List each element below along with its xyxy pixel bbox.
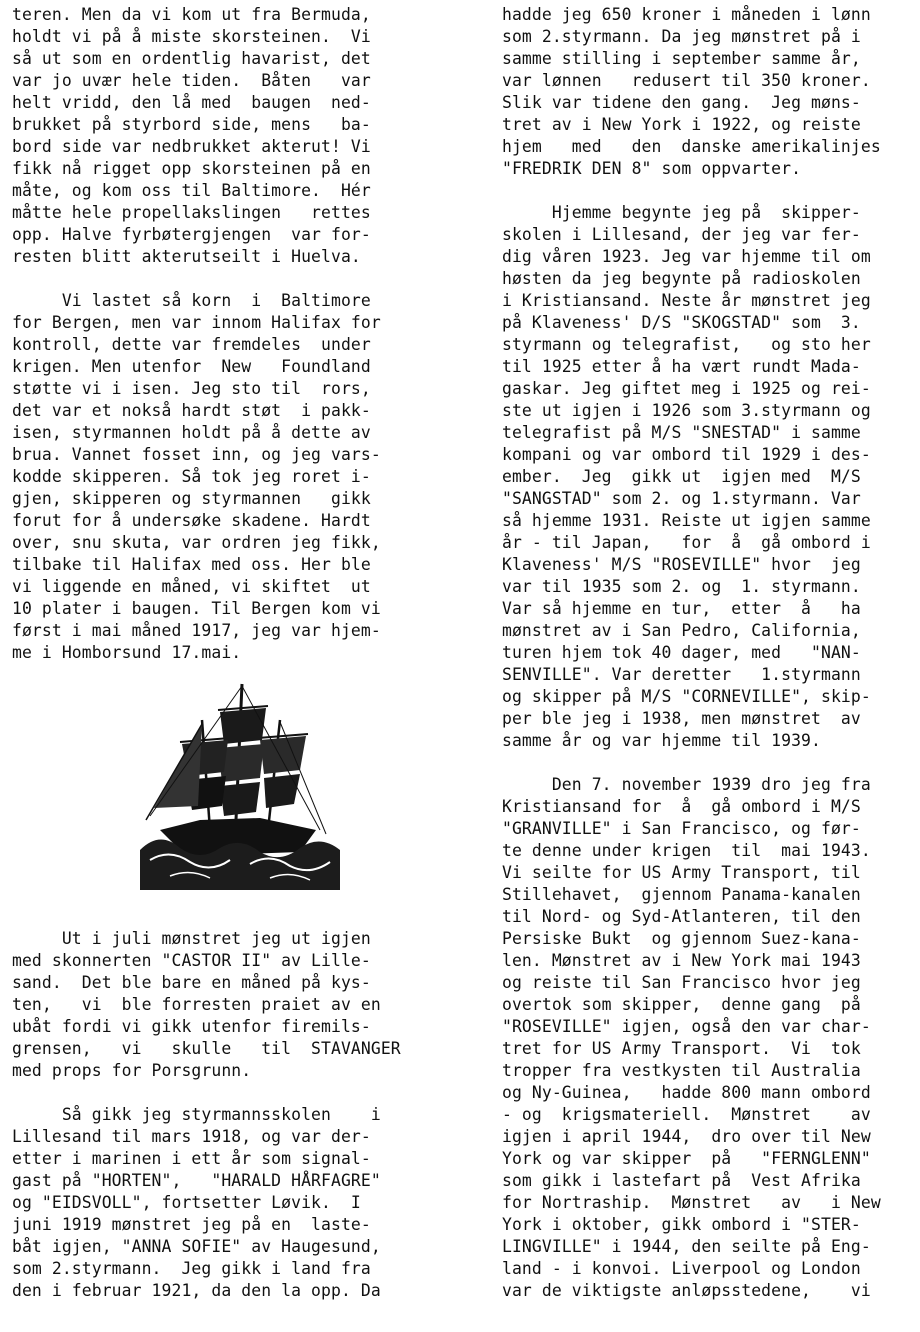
text-line: - og krigsmateriell. Mønstret av bbox=[502, 1105, 871, 1124]
text-line: det var et nokså hardt støt i pakk- bbox=[12, 401, 371, 420]
text-line: som 2.styrmann. Da jeg mønstret på i bbox=[502, 27, 861, 46]
text-line: tropper fra vestkysten til Australia bbox=[502, 1061, 861, 1080]
text-line: den i februar 1921, da den la opp. Da bbox=[12, 1281, 381, 1300]
text-line: og "EIDSVOLL", fortsetter Løvik. I bbox=[12, 1193, 361, 1212]
text-line: Vi seilte for US Army Transport, til bbox=[502, 863, 861, 882]
text-line: for Nortraship. Mønstret av i New bbox=[502, 1193, 881, 1212]
text-line: samme år og var hjemme til 1939. bbox=[502, 731, 821, 750]
paragraph bbox=[502, 4, 900, 180]
text-line: år - til Japan, for å gå ombord i bbox=[502, 533, 871, 552]
text-line: igjen i april 1944, dro over til New bbox=[502, 1127, 871, 1146]
paragraph bbox=[12, 4, 412, 268]
text-line: Den 7. november 1939 dro jeg fra bbox=[502, 775, 871, 794]
text-line: gast på "HORTEN", "HARALD HÅRFAGRE" bbox=[12, 1171, 381, 1190]
text-line: len. Mønstret av i New York mai 1943 bbox=[502, 951, 861, 970]
text-line: per ble jeg i 1938, men mønstret av bbox=[502, 709, 861, 728]
text-line: Ut i juli mønstret jeg ut igjen bbox=[12, 929, 371, 948]
text-line: var de viktigste anløpsstedene, vi bbox=[502, 1281, 871, 1300]
text-line: LINGVILLE" i 1944, den seilte på Eng- bbox=[502, 1237, 871, 1256]
text-line: ten, vi ble forresten praiet av en bbox=[12, 995, 381, 1014]
text-line: fikk nå rigget opp skorsteinen på en bbox=[12, 159, 371, 178]
text-line: te denne under krigen til mai 1943. bbox=[502, 841, 871, 860]
text-line: sand. Det ble bare en måned på kys- bbox=[12, 973, 371, 992]
text-line: York i oktober, gikk ombord i "STER- bbox=[502, 1215, 861, 1234]
text-line: grensen, vi skulle til STAVANGER bbox=[12, 1039, 401, 1058]
text-line: måte, og kom oss til Baltimore. Hér bbox=[12, 181, 371, 200]
text-line: så hjemme 1931. Reiste ut igjen samme bbox=[502, 511, 871, 530]
text-line: samme stilling i september samme år, bbox=[502, 49, 861, 68]
text-line: Persiske Bukt og gjennom Suez-kana- bbox=[502, 929, 861, 948]
text-line: York og var skipper på "FERNGLENN" bbox=[502, 1149, 871, 1168]
text-line: resten blitt akterutseilt i Huelva. bbox=[12, 247, 361, 266]
text-line: forut for å undersøke skadene. Hardt bbox=[12, 511, 371, 530]
text-line: kompani og var ombord til 1929 i des- bbox=[502, 445, 871, 464]
text-line: krigen. Men utenfor New Foundland bbox=[12, 357, 371, 376]
text-line: Vi lastet så korn i Baltimore bbox=[12, 291, 371, 310]
text-line: turen hjem tok 40 dager, med "NAN- bbox=[502, 643, 861, 662]
text-line: teren. Men da vi kom ut fra Bermuda, bbox=[12, 5, 371, 24]
text-line: brua. Vannet fosset inn, og jeg vars- bbox=[12, 445, 381, 464]
text-line: brukket på styrbord side, mens ba- bbox=[12, 115, 371, 134]
text-line: holdt vi på å miste skorsteinen. Vi bbox=[12, 27, 371, 46]
text-line: overtok som skipper, denne gang på bbox=[502, 995, 861, 1014]
paragraph bbox=[12, 290, 412, 664]
text-line: for Bergen, men var innom Halifax for bbox=[12, 313, 381, 332]
text-line: kodde skipperen. Så tok jeg roret i- bbox=[12, 467, 371, 486]
text-line: og skipper på M/S "CORNEVILLE", skip- bbox=[502, 687, 871, 706]
paragraph bbox=[12, 928, 412, 1082]
text-line: til Nord- og Syd-Atlanteren, til den bbox=[502, 907, 861, 926]
text-line: båt igjen, "ANNA SOFIE" av Haugesund, bbox=[12, 1237, 381, 1256]
text-line: dig våren 1923. Jeg var hjemme til om bbox=[502, 247, 871, 266]
text-line: kontroll, dette var fremdeles under bbox=[12, 335, 371, 354]
text-line: var lønnen redusert til 350 kroner. bbox=[502, 71, 871, 90]
text-line: først i mai måned 1917, jeg var hjem- bbox=[12, 621, 381, 640]
text-line: som gikk i lastefart på Vest Afrika bbox=[502, 1171, 861, 1190]
text-line: telegrafist på M/S "SNESTAD" i samme bbox=[502, 423, 861, 442]
text-line: hadde jeg 650 kroner i måneden i lønn bbox=[502, 5, 871, 24]
text-line: til 1925 etter å ha vært rundt Mada- bbox=[502, 357, 861, 376]
text-line: så ut som en ordentlig havarist, det bbox=[12, 49, 371, 68]
text-line: juni 1919 mønstret jeg på en laste- bbox=[12, 1215, 371, 1234]
text-line: ubåt fordi vi gikk utenfor firemils- bbox=[12, 1017, 371, 1036]
text-line: helt vridd, den lå med baugen ned- bbox=[12, 93, 371, 112]
right-column bbox=[502, 4, 900, 1302]
text-line: Var så hjemme en tur, etter å ha bbox=[502, 599, 861, 618]
text-line: "FREDRIK DEN 8" som oppvarter. bbox=[502, 159, 802, 178]
text-line: støtte vi i isen. Jeg sto til rors, bbox=[12, 379, 371, 398]
paragraph bbox=[502, 202, 900, 752]
text-line: hjem med den danske amerikalinjes bbox=[502, 137, 881, 156]
text-line: "ROSEVILLE" igjen, også den var char- bbox=[502, 1017, 871, 1036]
text-line: Slik var tidene den gang. Jeg møns- bbox=[502, 93, 861, 112]
text-line: gjen, skipperen og styrmannen gikk bbox=[12, 489, 371, 508]
text-line: ember. Jeg gikk ut igjen med M/S bbox=[502, 467, 861, 486]
text-line: opp. Halve fyrbøtergjengen var for- bbox=[12, 225, 371, 244]
sailing-ship-illustration-icon bbox=[140, 680, 340, 890]
text-line: "GRANVILLE" i San Francisco, og før- bbox=[502, 819, 861, 838]
text-line: og Ny-Guinea, hadde 800 mann ombord bbox=[502, 1083, 871, 1102]
text-line: tret for US Army Transport. Vi tok bbox=[502, 1039, 861, 1058]
text-line: skolen i Lillesand, der jeg var fer- bbox=[502, 225, 861, 244]
text-line: Hjemme begynte jeg på skipper- bbox=[502, 203, 861, 222]
text-line: over, snu skuta, var ordren jeg fikk, bbox=[12, 533, 381, 552]
text-line: Kristiansand for å gå ombord i M/S bbox=[502, 797, 861, 816]
text-line: 10 plater i baugen. Til Bergen kom vi bbox=[12, 599, 381, 618]
text-line: vi liggende en måned, vi skiftet ut bbox=[12, 577, 371, 596]
text-line: høsten da jeg begynte på radioskolen bbox=[502, 269, 861, 288]
text-line: ste ut igjen i 1926 som 3.styrmann og bbox=[502, 401, 871, 420]
text-line: land - i konvoi. Liverpool og London bbox=[502, 1259, 861, 1278]
text-line: etter i marinen i ett år som signal- bbox=[12, 1149, 371, 1168]
text-line: med skonnerten "CASTOR II" av Lille- bbox=[12, 951, 371, 970]
text-line: gaskar. Jeg giftet meg i 1925 og rei- bbox=[502, 379, 871, 398]
text-line: som 2.styrmann. Jeg gikk i land fra bbox=[12, 1259, 371, 1278]
text-line: styrmann og telegrafist, og sto her bbox=[502, 335, 871, 354]
text-line: me i Homborsund 17.mai. bbox=[12, 643, 242, 662]
text-line: på Klaveness' D/S "SKOGSTAD" som 3. bbox=[502, 313, 861, 332]
text-line: i Kristiansand. Neste år mønstret jeg bbox=[502, 291, 871, 310]
text-line: tilbake til Halifax med oss. Her ble bbox=[12, 555, 371, 574]
paragraph bbox=[502, 774, 900, 1302]
text-line: isen, styrmannen holdt på å dette av bbox=[12, 423, 371, 442]
text-line: tret av i New York i 1922, og reiste bbox=[502, 115, 861, 134]
text-line: mønstret av i San Pedro, California, bbox=[502, 621, 861, 640]
text-line: Klaveness' M/S "ROSEVILLE" hvor jeg bbox=[502, 555, 861, 574]
text-line: Så gikk jeg styrmannsskolen i bbox=[12, 1105, 381, 1124]
text-line: SENVILLE". Var deretter 1.styrmann bbox=[502, 665, 861, 684]
text-line: var jo uvær hele tiden. Båten var bbox=[12, 71, 371, 90]
text-line: var til 1935 som 2. og 1. styrmann. bbox=[502, 577, 861, 596]
text-line: måtte hele propellakslingen rettes bbox=[12, 203, 371, 222]
text-line: "SANGSTAD" som 2. og 1.styrmann. Var bbox=[502, 489, 861, 508]
text-line: bord side var nedbrukket akterut! Vi bbox=[12, 137, 371, 156]
paragraph bbox=[12, 1104, 412, 1302]
text-line: og reiste til San Francisco hvor jeg bbox=[502, 973, 861, 992]
text-line: Lillesand til mars 1918, og var der- bbox=[12, 1127, 371, 1146]
text-line: med props for Porsgrunn. bbox=[12, 1061, 252, 1080]
left-column bbox=[12, 4, 412, 1302]
text-line: Stillehavet, gjennom Panama-kanalen bbox=[502, 885, 861, 904]
